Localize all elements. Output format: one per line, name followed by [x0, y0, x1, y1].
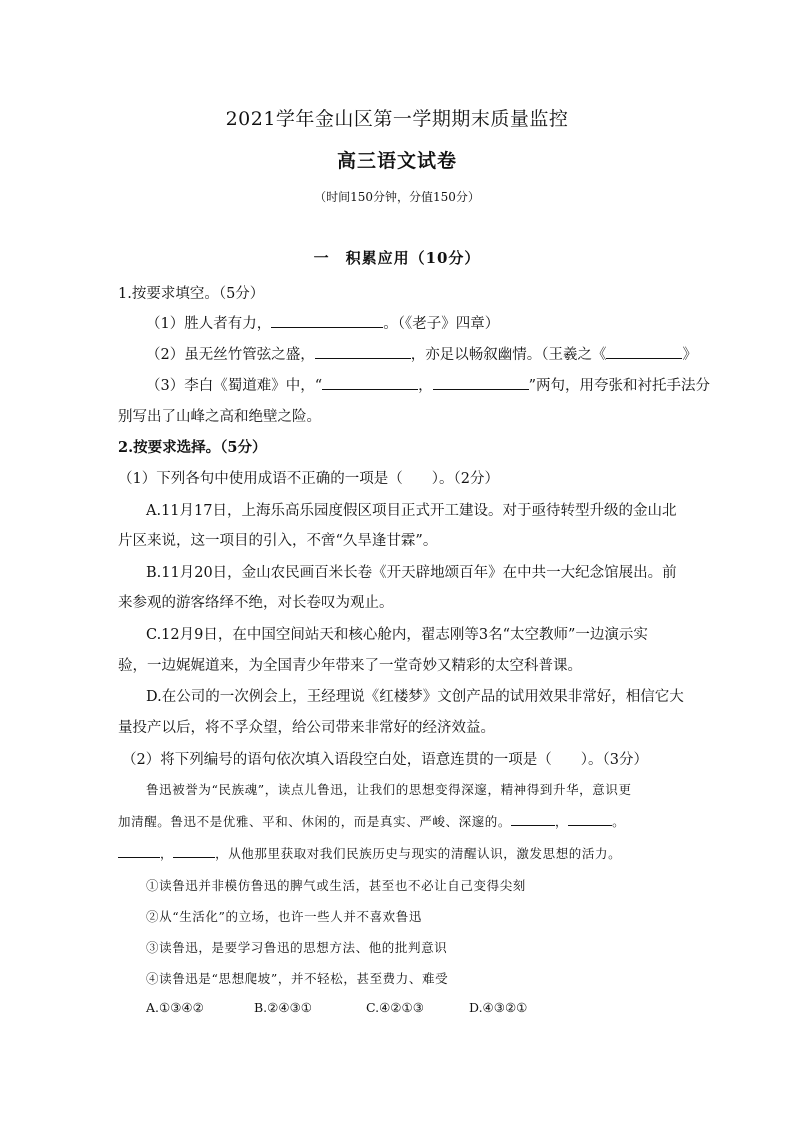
exam-time-note: （时间150分钟，分值150分）: [314, 190, 480, 204]
q1-item1-text-b: 。（《老子》四章）: [383, 316, 500, 332]
sentence-3: ③读鲁迅，是要学习鲁迅的思想方法、他的批判意识: [146, 940, 448, 955]
fill-blank[interactable]: [433, 376, 529, 390]
q1-item3-cont: 别写出了山峰之高和绝壁之险。: [118, 409, 321, 425]
fill-blank[interactable]: [118, 844, 160, 858]
q1-item1-text-a: （1）胜人者有力，: [146, 316, 272, 332]
passage-line1: 鲁迅被誉为“民族魂”，读点儿鲁迅，让我们的思想变得深邃，精神得到升华，意识更: [146, 782, 632, 797]
fill-blank[interactable]: [322, 376, 418, 390]
sentence-1: ①读鲁迅并非模仿鲁迅的脾气或生活，甚至也不必让自己变得尖刻: [146, 878, 526, 893]
q1-item2-text-c: 》: [682, 347, 697, 363]
q1-stem: 1.按要求填空。（5分）: [118, 286, 265, 302]
q1-item3-text-b: ，: [418, 378, 433, 394]
q1-item2-text-a: （2）虽无丝竹管弦之盛，: [146, 347, 315, 363]
passage-line2-text: 加清醒。鲁迅不是优雅、平和、休闲的，而是真实、严峻、深邃的。: [118, 814, 512, 829]
fill-blank[interactable]: [173, 844, 215, 858]
choice-b[interactable]: B.②④③①: [254, 1000, 312, 1015]
exam-title: 2021学年金山区第一学期期末质量监控: [225, 108, 569, 130]
q2-option-c-line1: C.12月9日，在中国空间站天和核心舱内，翟志刚等3名“太空教师”一边演示实: [146, 627, 648, 643]
q2-option-c-line2: 验，一边娓娓道来，为全国青少年带来了一堂奇妙又精彩的太空科普课。: [118, 658, 582, 674]
section-heading: 一 积累应用（10分）: [313, 249, 481, 267]
choice-a[interactable]: A.①③④②: [146, 1000, 204, 1015]
q2-sub1: （1）下列各句中使用成语不正确的一项是（ ）。（2分）: [118, 471, 499, 487]
fill-blank[interactable]: [606, 345, 682, 359]
exam-subtitle: 高三语文试卷: [336, 150, 457, 172]
choice-d[interactable]: D.④③②①: [469, 1000, 528, 1015]
passage-line2: 加清醒。鲁迅不是优雅、平和、休闲的，而是真实、严峻、深邃的。 ， 。: [118, 814, 626, 829]
q2-option-b-line1: B.11月20日，金山农民画百米长卷《开天辟地颂百年》在中共一大纪念馆展出。前: [146, 565, 677, 581]
q1-item3: [146, 374, 711, 395]
passage-line3: ， ，从他那里获取对我们民族历史与现实的清醒认识，激发思想的活力。: [118, 844, 678, 862]
fill-blank[interactable]: [511, 812, 555, 826]
q2-option-a-line2: 片区来说，这一项目的引入，不啻“久旱逢甘霖”。: [118, 533, 438, 549]
q2-option-d-line2: 量投产以后，将不孚众望，给公司带来非常好的经济效益。: [118, 720, 495, 736]
q2-sub2: （2）将下列编号的语句依次填入语段空白处，语意连贯的一项是（ ）。（3分）: [122, 752, 648, 768]
q1-item1: [146, 312, 706, 333]
q1-item3-text-c: ”两句，用夸张和衬托手法分: [528, 378, 711, 394]
q2-option-b-line2: 来参观的游客络绎不绝，对长卷叹为观止。: [118, 595, 394, 611]
q2-stem: 2.按要求选择。（5分）: [118, 439, 267, 456]
q1-item3-text-a: （3）李白《蜀道难》中，“: [146, 378, 323, 394]
sentence-4: ④读鲁迅是“思想爬坡”，并不轻松，甚至费力、难受: [146, 971, 449, 986]
fill-blank[interactable]: [271, 314, 383, 328]
passage-line3-text: ，从他那里获取对我们民族历史与现实的清醒认识，激发思想的活力。: [215, 846, 622, 861]
q1-item2: [146, 343, 706, 364]
choice-c[interactable]: C.④②①③: [366, 1000, 424, 1015]
fill-blank[interactable]: [568, 812, 612, 826]
q2-option-d-line1: D.在公司的一次例会上，王经理说《红楼梦》文创产品的试用效果非常好，相信它大: [146, 689, 684, 705]
q1-item2-text-b: ，亦足以畅叙幽情。（王羲之《: [410, 347, 607, 363]
sentence-2: ②从“生活化”的立场，也许一些人并不喜欢鲁迅: [146, 909, 422, 924]
q2-option-a-line1: A.11月17日，上海乐高乐园度假区项目正式开工建设。对于亟待转型升级的金山北: [146, 503, 677, 519]
fill-blank[interactable]: [315, 345, 411, 359]
